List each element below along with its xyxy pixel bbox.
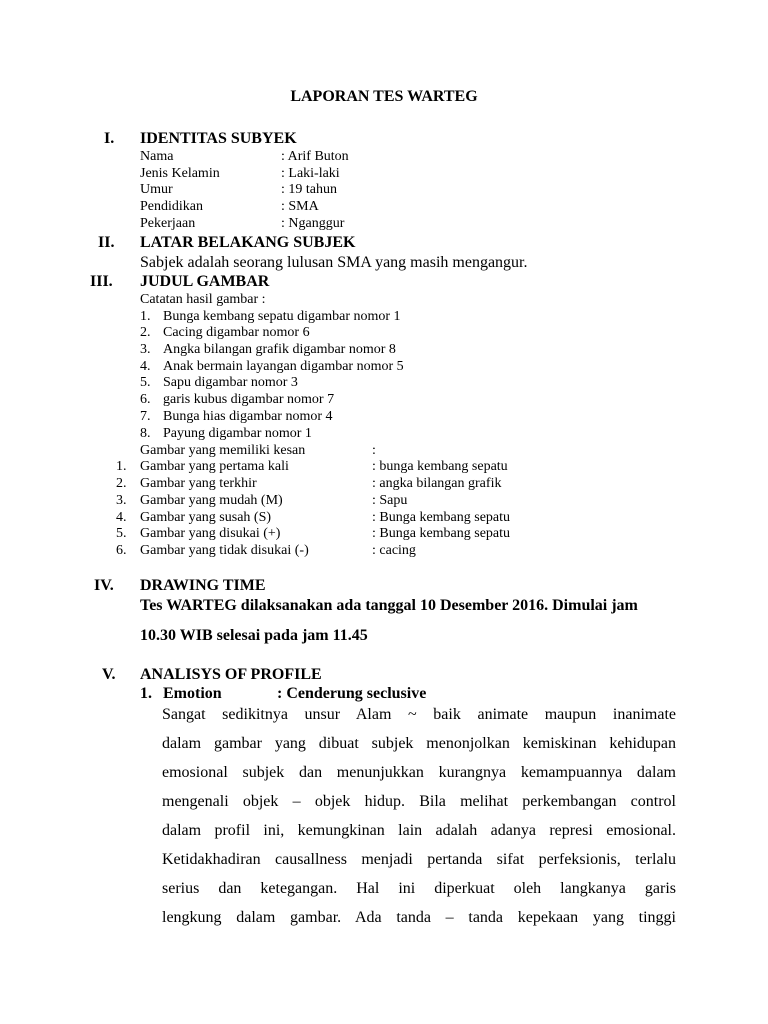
section-title-analysis: ANALISYS OF PROFILE	[140, 666, 322, 683]
paragraph-line: mengenali objek – objek hidup. Bila melihat perkembangan control	[162, 793, 676, 810]
identity-value: : Arif Buton	[281, 149, 349, 164]
section-number: I.	[104, 130, 115, 147]
list-item-number: 6.	[116, 543, 127, 558]
section-number: III.	[90, 273, 113, 290]
section-number: V.	[102, 666, 116, 683]
paragraph-line: Ketidakhadiran causallness menjadi pertanda sifat perfeksionis, terlalu	[162, 851, 676, 868]
identity-label: Nama	[140, 149, 174, 164]
section-title-drawings: JUDUL GAMBAR	[140, 273, 270, 290]
list-item-number: 3.	[116, 493, 127, 508]
impression-item-value: : Bunga kembang sepatu	[372, 510, 511, 525]
identity-value: : 19 tahun	[281, 182, 337, 197]
list-item-number: 3.	[140, 342, 151, 357]
list-item-number: 7.	[140, 409, 151, 424]
list-item: Bunga hias digambar nomor 4	[163, 409, 333, 424]
identity-label: Pendidikan	[140, 199, 203, 214]
list-item-number: 2.	[140, 325, 151, 340]
paragraph-line: dalam profil ini, kemungkinan lain adalah adanya represi emosional.	[162, 822, 676, 839]
catatan-label: Catatan hasil gambar :	[140, 292, 266, 307]
identity-label: Umur	[140, 182, 173, 197]
list-item: garis kubus digambar nomor 7	[163, 392, 335, 407]
emotion-number: 1.	[140, 685, 152, 702]
impression-item-label: Gambar yang mudah (M)	[140, 493, 283, 508]
impression-item-value: : cacing	[372, 543, 416, 558]
identity-label: Jenis Kelamin	[140, 166, 220, 181]
paragraph-line: Sangat sedikitnya unsur Alam ~ baik animate maupun inanimate	[162, 706, 676, 723]
list-item-number: 2.	[116, 476, 127, 491]
drawing-time-line: Tes WARTEG dilaksanakan ada tanggal 10 Desember 2016. Dimulai jam	[140, 597, 638, 614]
list-item: Angka bilangan grafik digambar nomor 8	[163, 342, 396, 357]
impression-item-label: Gambar yang susah (S)	[140, 510, 272, 525]
list-item: Sapu digambar nomor 3	[163, 375, 298, 390]
list-item: Bunga kembang sepatu digambar nomor 1	[163, 309, 401, 324]
section-number: II.	[98, 234, 115, 251]
list-item-number: 1.	[140, 309, 151, 324]
impression-label: Gambar yang memiliki kesan	[140, 443, 306, 458]
identity-value: : Laki-laki	[281, 166, 340, 181]
impression-item-label: Gambar yang disukai (+)	[140, 526, 281, 541]
document-title: LAPORAN TES WARTEG	[290, 88, 478, 105]
impression-item-value: : bunga kembang sepatu	[372, 459, 508, 474]
impression-item-value: : Sapu	[372, 493, 408, 508]
impression-item-label: Gambar yang terkhir	[140, 476, 257, 491]
paragraph-line: lengkung dalam gambar. Ada tanda – tanda kepekaan yang tinggi	[162, 909, 676, 926]
list-item-number: 5.	[116, 526, 127, 541]
background-text: Sabjek adalah seorang lulusan SMA yang masih mengangur.	[140, 254, 528, 271]
list-item-number: 4.	[140, 359, 151, 374]
section-title-background: LATAR BELAKANG SUBJEK	[140, 234, 356, 251]
paragraph-line: dalam gambar yang dibuat subjek menonjolkan kemiskinan kehidupan	[162, 735, 676, 752]
list-item-number: 1.	[116, 459, 127, 474]
impression-item-label: Gambar yang tidak disukai (-)	[140, 543, 309, 558]
section-number: IV.	[94, 577, 114, 594]
identity-label: Pekerjaan	[140, 216, 196, 231]
identity-value: : Nganggur	[281, 216, 345, 231]
impression-item-label: Gambar yang pertama kali	[140, 459, 289, 474]
section-title-identity: IDENTITAS SUBYEK	[140, 130, 297, 147]
list-item-number: 4.	[116, 510, 127, 525]
list-item: Anak bermain layangan digambar nomor 5	[163, 359, 404, 374]
drawing-time-line: 10.30 WIB selesai pada jam 11.45	[140, 627, 368, 644]
paragraph-line: emosional subjek dan menunjukkan kurangnya kemampuannya dalam	[162, 764, 676, 781]
emotion-value: : Cenderung seclusive	[277, 685, 427, 702]
list-item-number: 8.	[140, 426, 151, 441]
impression-item-value: : angka bilangan grafik	[372, 476, 502, 491]
list-item: Cacing digambar nomor 6	[163, 325, 310, 340]
identity-value: : SMA	[281, 199, 319, 214]
paragraph-line: serius dan ketegangan. Hal ini diperkuat oleh langkanya garis	[162, 880, 676, 897]
emotion-label: Emotion	[163, 685, 222, 702]
section-title-drawing-time: DRAWING TIME	[140, 577, 266, 594]
list-item-number: 5.	[140, 375, 151, 390]
list-item-number: 6.	[140, 392, 151, 407]
impression-item-value: : Bunga kembang sepatu	[372, 526, 511, 541]
impression-colon: :	[372, 443, 376, 458]
list-item: Payung digambar nomor 1	[163, 426, 312, 441]
